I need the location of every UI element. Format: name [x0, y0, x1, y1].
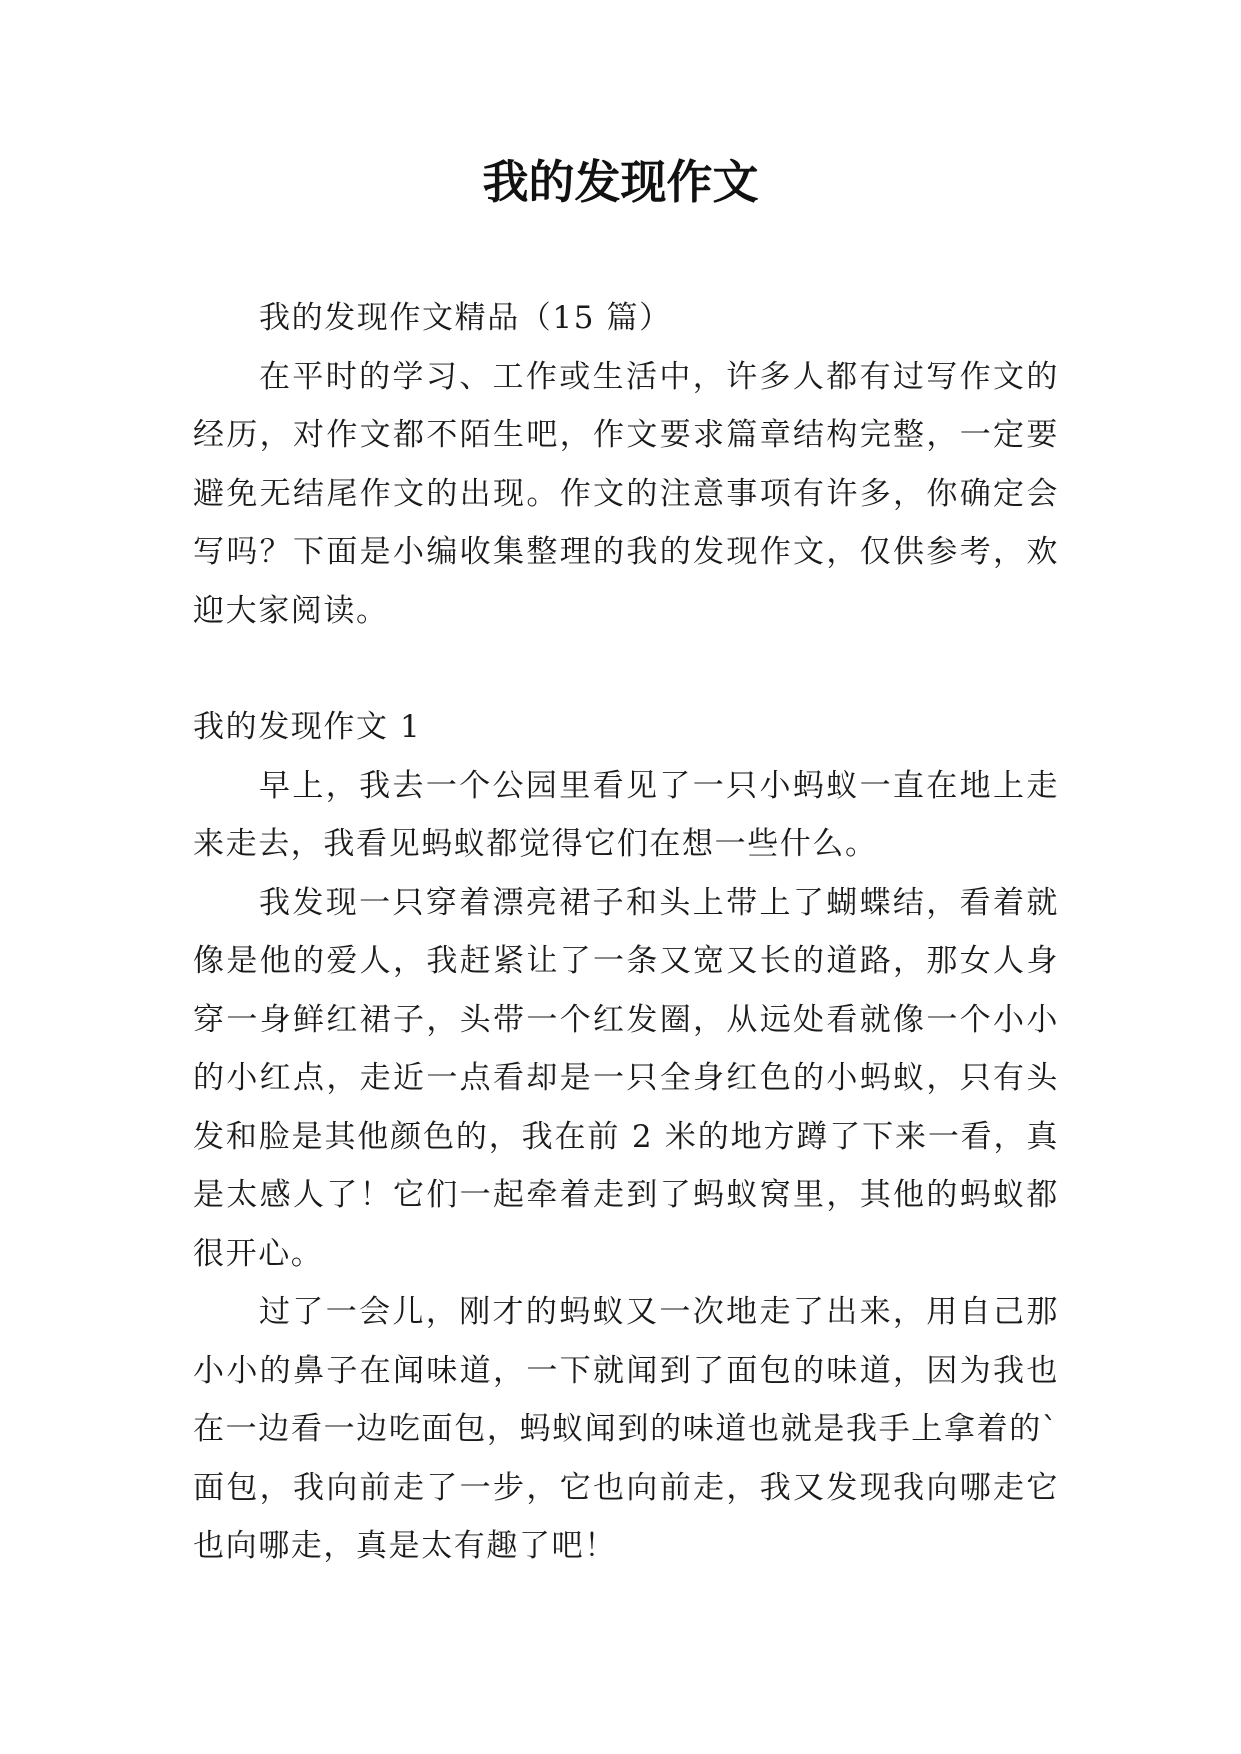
document-subtitle: 我的发现作文精品（15 篇）	[259, 300, 672, 336]
paragraph-gap	[193, 640, 1059, 698]
section-heading: 我的发现作文 1	[193, 709, 422, 745]
document-title: 我的发现作文	[482, 155, 759, 209]
body-paragraph-1: 早上，我去一个公园里看见了一只小蚂蚁一直在地上走来走去，我看见蚂蚁都觉得它们在想一些什么。	[193, 767, 1059, 862]
document-body	[193, 289, 1059, 1576]
intro-paragraph: 在平时的学习、工作或生活中，许多人都有过写作文的经历，对作文都不陌生吧，作文要求篇章结构完整，一定要避免无结尾作文的出现。作文的注意事项有许多，你确定会写吗？下面是小编收集整理的我的发现作文，仅供参考，欢迎大家阅读。	[193, 358, 1059, 629]
body-paragraph-3: 过了一会儿，刚才的蚂蚁又一次地走了出来，用自己那小小的鼻子在闻味道，一下就闻到了面包的味道，因为我也在一边看一边吃面包，蚂蚁闻到的味道也就是我手上拿着的`面包，我向前走了一步，它也向前走，我又发现我向哪走它也向哪走，真是太有趣了吧！	[193, 1294, 1059, 1564]
body-paragraph-2: 我发现一只穿着漂亮裙子和头上带上了蝴蝶结，看着就像是他的爱人，我赶紧让了一条又宽又长的道路，那女人身穿一身鲜红裙子，头带一个红发圈，从远处看就像一个小小的小红点，走近一点看却是一只全身红色的小蚂蚁，只有头发和脸是其他颜色的，我在前 2 米的地方蹲了下来一看，真是太感人了！它们一起牵着走到了蚂蚁窝里，其他的蚂蚁都很开心。	[193, 884, 1059, 1272]
